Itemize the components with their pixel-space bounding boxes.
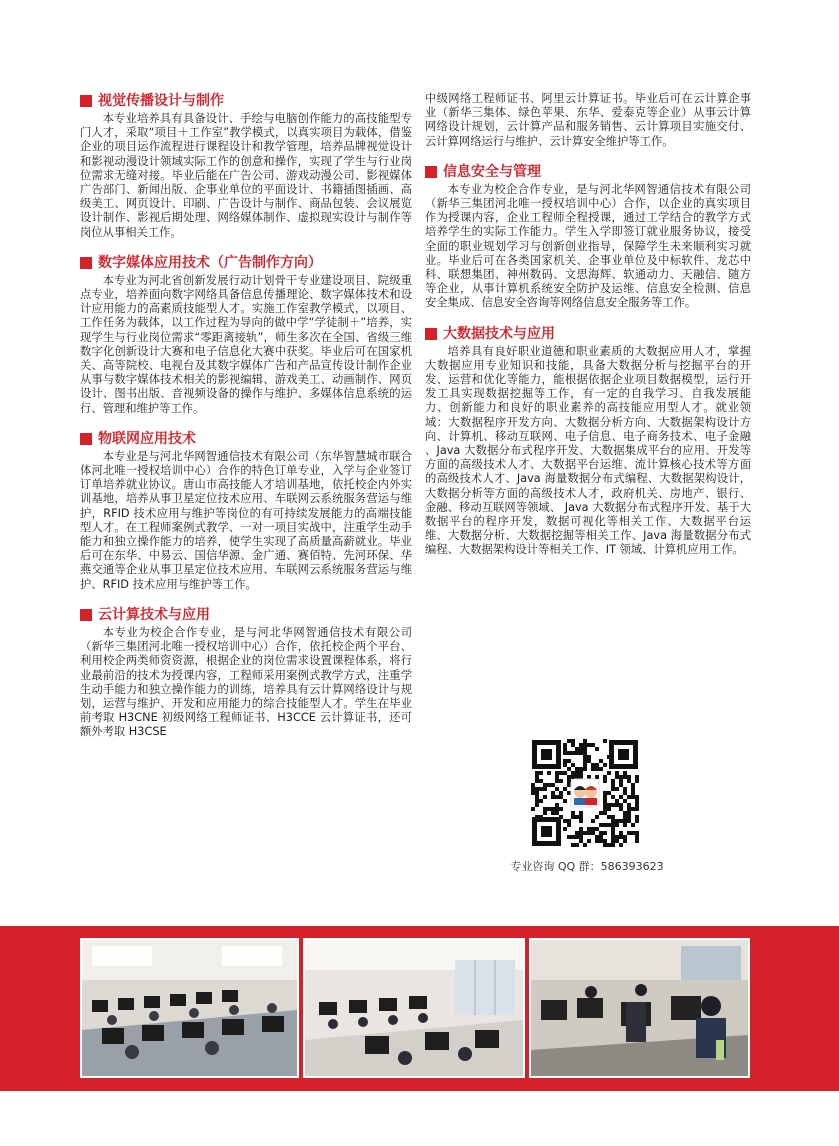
section-body: 本专业为校企合作专业，是与河北华网智通信技术有限公司（新华三集团河北唯一授权培训中心）合作，以企业的真实项目作为授课内容，企业工程师全程授课，通过工学结合的教学方式培养学生的实际工作能力。学生入学即签订就业服务协议，接受全面的职业规划学习与创新创业指导，保障学生未来顺利实习就业。毕业后可在各类国家机关、企事业单位及中标软件、龙芯中科、联想集团、神州数码、文思海辉、软通动力、天融信、随方等企业，从事计算机系统安全防护及运维、信息安全检测、信息安全集成、信息安全咨询等网络信息安全服务等工作。	[425, 182, 751, 310]
section-info-security	[425, 163, 751, 311]
section-body: 培养具有良好职业道德和职业素质的大数据应用人才，掌握大数据应用专业知识和技能，具备大数据分析与挖掘平台的开发、运营和优化等能力，能根据依据企业项目数据模型，运行开发工具实现数据挖掘等工作，有一定的自我学习、自我发展能力、创新能力和良好的职业素养的高技能应用型人才。就业领域：大数据程序开发方向、大数据分析方向、大数据架构设计方向、计算机、移动互联网、电子信息、电子商务技术、电子金融 、Java 大数据分布式程序开发、大数据集成平台的应用、开发等方面的高级技术人才、大数据平台运维、流计算核心技术等方面的高级技术人才、Java 海量数据分布式编程、大数据架构设计，大数据分析等方面的高级技术人才，政府机关、房地产、银行、金融、移动互联网等领域、 Java 大数据分布式程序开发、基于大数据平台的程序开发，数据可视化等相关工作、大数据平台运维、大数据分析、大数据挖掘等相关工作、Java 海量数据分布式编程、大数据架构设计等相关工作、IT 领域、计算机应用工作。	[425, 344, 751, 557]
qq-group-qr-code	[530, 738, 640, 848]
red-square-bullet-icon	[80, 609, 92, 621]
red-square-bullet-icon	[80, 433, 92, 445]
section-body: 本专业培养具有具备设计、手绘与电脑创作能力的高技能型专门人才，采取“项目＋工作室”教学模式，以真实项目为载体，借鉴企业的项目运作流程进行课程设计和教学管理，培养品牌视觉设计和影视动漫设计领域实际工作的创意和操作，实现了学生与行业岗位需求无缝对接。毕业后能在广告公司、游戏动漫公司、影视媒体广告部门、新闻出版、企事业单位的平面设计、书籍插图插画、高级美工、网页设计、印刷、广告设计与制作、商品包装、会议展览设计制作、影视后期处理、网络媒体制作、虚拟现实设计与制作等岗位从事相关工作。	[80, 112, 412, 239]
section-iot	[80, 430, 412, 592]
section-body: 本专业为河北省创新发展行动计划骨干专业建设项目、院级重点专业，培养面向数字网络具备信息传播理论、数字媒体技术和设计应用能力的高素质技能型人才。实施工作室教学模式，以项目、工作任务为载体，以工作过程为导向的做中学“学徒制＋”培养，实现学生与行业岗位需求“零距离接轨”，师生多次在全国、省级三维数字化创新设计大赛和电子信息化大赛中获奖。毕业后可在国家机关、高等院校、电视台及其数字媒体广告和产品宣传设计制作企业从事与数字媒体技术相关的影视编辑、游戏美工、动画制作、网页设计、图书出版、音视频设备的操作与维护、多媒体信息系统的运行、管理和维护等工作。	[80, 273, 412, 415]
section-title: 云计算技术与应用	[98, 606, 210, 623]
red-square-bullet-icon	[80, 257, 92, 269]
classroom-photo-3	[529, 938, 750, 1078]
section-title: 大数据技术与应用	[443, 325, 555, 342]
section-cloud-computing	[80, 606, 412, 740]
section-digital-media	[80, 254, 412, 416]
classroom-photo-2	[303, 938, 525, 1078]
red-square-bullet-icon	[425, 328, 437, 340]
qr-caption: 专业咨询 QQ 群：586393623	[510, 860, 664, 873]
section-title: 物联网应用技术	[98, 430, 196, 447]
left-column	[80, 92, 412, 754]
section-title: 信息安全与管理	[443, 163, 541, 180]
classroom-photo-1	[80, 938, 299, 1078]
section-title: 数字媒体应用技术（广告制作方向）	[98, 254, 322, 271]
section-big-data	[425, 325, 751, 558]
section-visual-design	[80, 92, 412, 240]
right-column	[425, 92, 751, 572]
section-body: 本专业为校企合作专业，是与河北华网智通信技术有限公司（新华三集团河北唯一授权培训中心）合作，依托校企两个平台、利用校企两类师资资源，根据企业的岗位需求设置课程体系，将行业最前沿的技术为授课内容，工程师采用案例式教学方式，注重学生动手能力和独立操作能力的训练，培养具有云计算网络设计与规划，运营与维护、开发和应用能力的综合技能型人才。学生在毕业前考取 H3CNE 初级网络工程师证书、H3CCE 云计算证书，还可额外考取 H3CSE	[80, 625, 412, 739]
section-cloud-continuation	[425, 92, 751, 149]
red-square-bullet-icon	[80, 95, 92, 107]
section-body: 本专业是与河北华网智通信技术有限公司（东华智慧城市联合体河北唯一授权培训中心）合作的特色订单专业，入学与企业签订订单培养就业协议。唐山市高技能人才培训基地，依托校企内外实训基地，培养从事卫星定位技术应用、车联网云系统服务营运与维护，RFID 技术应用与维护等岗位的有可持续发展能力的高端技能型人才。在工程师案例式教学、一对一项目实战中，注重学生动手能力和独立操作能力的培养，使学生实现了高质量高薪就业。毕业后可在东华、中易云、国信华源、金广通、赛佰特、先河环保、华燕交通等企业从事卫星定位技术应用、车联网云系统服务营运与维护、RFID 技术应用与维护等工作。	[80, 449, 412, 591]
qq-avatar-icon	[571, 779, 599, 807]
red-square-bullet-icon	[425, 166, 437, 178]
section-body-continued: 中级网络工程师证书、阿里云计算证书。毕业后可在云计算企事业（新华三集体、绿色苹果、东华、爱泰克等企业）从事云计算网络设计规划，云计算产品和服务销售、云计算项目实施交付、云计算网络运行与维护、云计算安全维护等工作。	[425, 92, 751, 148]
section-title: 视觉传播设计与制作	[98, 93, 224, 109]
qr-code-icon	[530, 738, 640, 848]
